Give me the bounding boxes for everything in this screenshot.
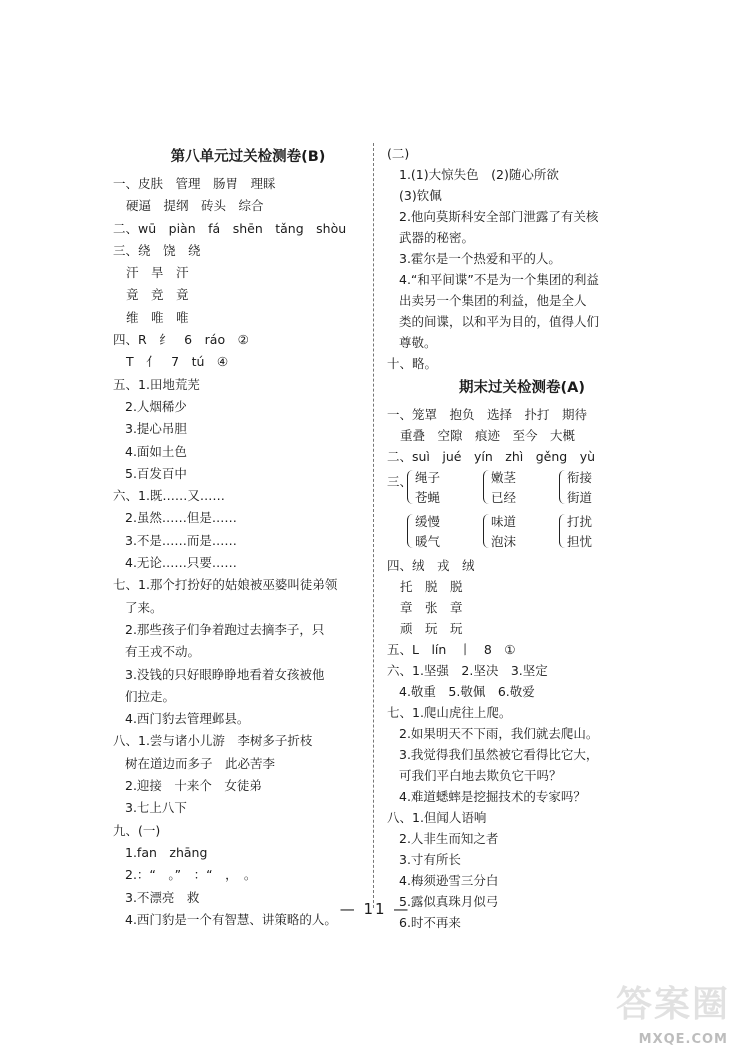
answer-line: 2.迎接 十来个 女徒弟 [125, 778, 262, 794]
answer-line: 2.人非生而知之者 [399, 831, 499, 846]
brace-word: 衔接 [567, 470, 593, 485]
answer-line: 6.时不再来 [399, 915, 461, 930]
brace [483, 470, 489, 504]
answer-line: 五、L lín 丨 8 ① [387, 642, 516, 657]
answer-line: 维 唯 唯 [126, 309, 189, 325]
answer-line: 八、1.尝与诸小儿游 李树多子折枝 [113, 733, 313, 749]
answer-line: 三、绕 饶 绕 [113, 242, 201, 258]
brace-word: 担忧 [567, 534, 593, 549]
answer-line: 4.面如土色 [125, 443, 187, 459]
column-divider [373, 143, 374, 908]
answer-line: 七、1.那个打扮好的姑娘被巫婆叫徒弟领 [113, 577, 338, 593]
answer-line: 七、1.爬山虎往上爬。 [387, 705, 512, 720]
answer-line: 四、绒 戎 绒 [387, 558, 475, 573]
answer-line: 有王戎不动。 [125, 644, 201, 660]
answer-line: 4.无论……只要…… [125, 555, 237, 571]
brace-word: 缓慢 [415, 514, 441, 529]
right-title: 期末过关检测卷(A) [459, 380, 585, 396]
brace-word: 街道 [567, 490, 593, 505]
answer-line: 4.梅须逊雪三分白 [399, 873, 499, 888]
answer-line: 3.七上八下 [125, 800, 187, 816]
brace-word: 嫩茎 [491, 470, 517, 485]
answer-line: 2.他向莫斯科安全部门泄露了有关核 [399, 209, 599, 224]
answer-line: 重叠 空隙 痕迹 至今 大概 [400, 428, 576, 443]
brace-word: 味道 [491, 514, 517, 529]
answer-line: 九、(一) [113, 822, 161, 838]
answer-line: 武器的秘密。 [399, 230, 475, 245]
brace [407, 470, 413, 504]
right-column [387, 143, 657, 933]
brace-word: 绳子 [415, 470, 441, 485]
answer-line: 一、笼罩 抱负 选择 扑打 期待 [387, 407, 588, 422]
answer-line: 3.寸有所长 [399, 852, 461, 867]
answer-line: 2.那些孩子们争着跑过去摘李子，只 [125, 621, 325, 637]
brace [407, 514, 413, 548]
answer-line: 章 张 章 [400, 600, 463, 615]
answer-line: 4.难道蟋蟀是挖掘技术的专家吗？ [399, 789, 586, 804]
answer-line: T 亻 7 tú ④ [126, 354, 229, 370]
answer-line: 顽 玩 玩 [400, 621, 463, 636]
answer-line: 3.提心吊胆 [125, 421, 187, 437]
answer-line: 3.没钱的只好眼睁睁地看着女孩被他 [125, 666, 325, 682]
answer-line: 5.露似真珠月似弓 [399, 894, 499, 909]
brace-word: 泡沫 [491, 534, 517, 549]
answer-line: 八、1.但闻人语响 [387, 810, 487, 825]
answer-line: 4.西门豹去管理邺县。 [125, 711, 250, 727]
answer-line: 1.(1)大惊失色 (2)随心所欲 [399, 167, 559, 182]
brace [483, 514, 489, 548]
answer-line: 2.：“ 。” ：“ ， 。 [125, 867, 257, 883]
answer-line: 4.西门豹是一个有智慧、讲策略的人。 [125, 911, 337, 927]
answer-line: 树在道边而多子 此必苦李 [125, 755, 276, 771]
answer-line: 5.百发百中 [125, 465, 187, 481]
answer-line: (3)钦佩 [399, 188, 442, 203]
answer-line: 2.虽然……但是…… [125, 510, 237, 526]
brace-group [407, 467, 657, 511]
answer-line: 十、略。 [387, 356, 438, 371]
answer-line: 出卖另一个集团的利益，他是全人 [399, 293, 587, 308]
watermark-logo: 答案圈 [615, 984, 730, 1025]
answer-line: 类的间谍，以和平为目的，值得人们 [399, 314, 600, 329]
answer-line: 竟 竞 竟 [126, 287, 189, 303]
answer-line: 硬逼 提纲 砖头 综合 [126, 198, 264, 214]
brace [559, 470, 565, 504]
answer-line: 二、wū piàn fá shēn tǎng shòu [113, 220, 347, 236]
left-title: 第八单元过关检测卷(B) [170, 149, 326, 165]
answer-line: 汗 旱 汗 [126, 265, 189, 281]
answer-line: 托 脱 脱 [400, 579, 463, 594]
answer-line: 2.人烟稀少 [125, 398, 187, 414]
left-lines [113, 173, 363, 931]
answer-line: 尊敬。 [399, 335, 437, 350]
answer-line: 一、皮肤 管理 肠胃 理睬 [113, 176, 276, 191]
answer-line: 五、1.田地荒芜 [113, 376, 200, 392]
answer-line: 六、1.坚强 2.坚决 3.坚定 [387, 663, 548, 678]
answer-line: 2.如果明天不下雨，我们就去爬山。 [399, 726, 599, 741]
answer-line: 了来。 [125, 599, 163, 615]
brace-word: 暖气 [415, 534, 441, 549]
answer-line: 二、suì jué yín zhì gěng yù [387, 449, 596, 464]
answer-line: 4.“和平间谍”不是为一个集团的利益 [399, 272, 599, 287]
answer-line: 可我们平白地去欺负它干吗？ [399, 768, 562, 783]
brace-word: 苍蝇 [415, 490, 441, 505]
answer-line: 四、R 纟 6 ráo ② [113, 332, 249, 348]
brace-word: 已经 [491, 490, 517, 505]
answer-line: 们拉走。 [125, 688, 176, 704]
watermark-url: MXQE.COM [638, 1032, 728, 1047]
page-number: — 11 — [339, 900, 411, 918]
brace-section [387, 467, 657, 555]
brace [559, 514, 565, 548]
brace-section-label: 三、 [387, 474, 413, 489]
answer-line: 1.fan zhāng [125, 844, 208, 860]
answer-line: (二) [387, 146, 410, 161]
left-column [113, 145, 363, 931]
answer-line: 3.我觉得我们虽然被它看得比它大， [399, 747, 599, 762]
answer-line: 4.敬重 5.敬佩 6.敬爱 [399, 684, 535, 699]
answer-line: 3.霍尔是一个热爱和平的人。 [399, 251, 561, 266]
answer-line: 3.不是……而是…… [125, 532, 237, 548]
brace-word: 打扰 [567, 514, 593, 529]
answer-line: 六、1.既……又…… [113, 488, 225, 504]
brace-group [407, 511, 657, 555]
answer-line: 3.不漂亮 救 [125, 889, 200, 905]
